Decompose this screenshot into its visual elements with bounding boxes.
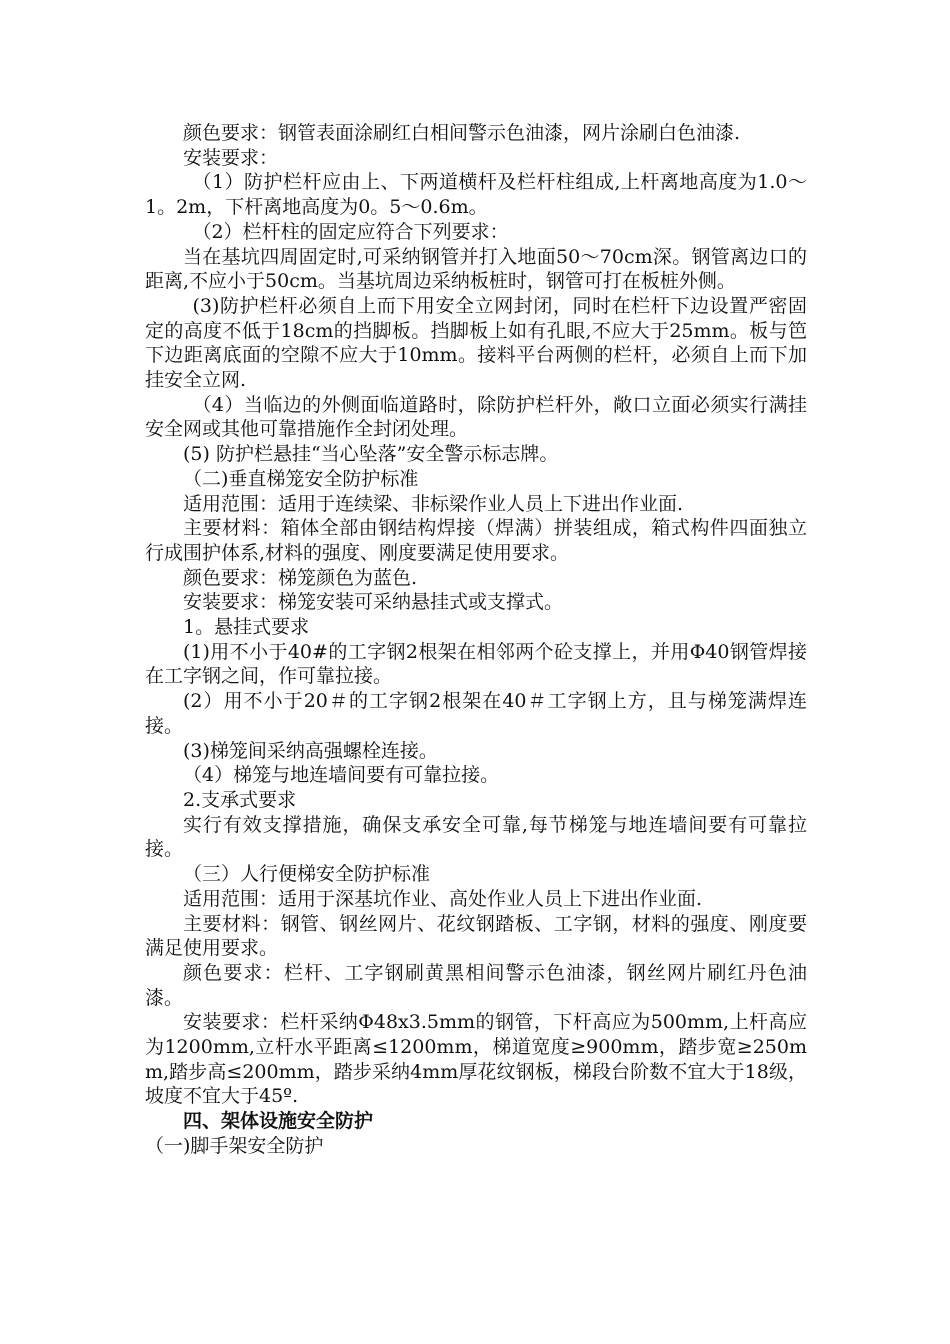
paragraph: (1)用不小于40#的工字钢2根架在相邻两个砼支撑上，并用Φ40钢管焊接在工字钢之间，作可靠拉接。: [145, 640, 807, 688]
paragraph: （2）栏杆柱的固定应符合下列要求：: [192, 220, 509, 243]
paragraph: 安装要求：: [183, 146, 279, 169]
paragraph: （1）防护栏杆应由上、下两道横杆及栏杆柱组成,上杆离地高度为1.0～1。2m，下杆离地高度为0。5～0.6m。: [145, 171, 807, 219]
paragraph: (2）用不小于20＃的工字钢2根架在40＃工字钢上方，且与梯笼满焊连接。: [145, 690, 807, 737]
paragraph: (3)梯笼间采纳高强螺栓连接。: [183, 739, 438, 762]
paragraph: (3)防护栏杆必须自上而下用安全立网封闭，同时在栏杆下边设置严密固定的高度不低于18cm的挡脚板。挡脚板上如有孔眼,不应大于25mm。板与笆下边距离底面的空隙不应大于10mm。接料平台两侧的栏杆，必须自上而下加挂安全立网.: [145, 294, 807, 392]
paragraph: 适用范围：适用于连续梁、非标梁作业人员上下进出作业面.: [183, 492, 684, 515]
paragraph: 实行有效支撑措施，确保支承安全可靠,每节梯笼与地连墙间要有可靠拉接。: [145, 813, 807, 861]
paragraph: (5) 防护栏悬挂“当心坠落”安全警示标志牌。: [183, 443, 559, 466]
paragraph: 主要材料：钢管、钢丝网片、花纹钢踏板、工字钢，材料的强度、刚度要满足使用要求。: [145, 912, 807, 960]
paragraph: 颜色要求：钢管表面涂刷红白相间警示色油漆，网片涂刷白色油漆.: [183, 122, 741, 144]
paragraph: 安装要求：梯笼安装可采纳悬挂式或支撑式。: [183, 591, 564, 614]
paragraph: （三）人行便梯安全防护标准: [183, 863, 431, 886]
document-page: [145, 121, 807, 1159]
paragraph: 颜色要求：栏杆、工字钢刷黄黑相间警示色油漆，钢丝网片刷红丹色油漆。: [145, 961, 807, 1009]
paragraph: 适用范围：适用于深基坑作业、高处作业人员上下进出作业面.: [183, 887, 703, 910]
paragraph: 1。悬挂式要求: [183, 616, 310, 639]
paragraph: 安装要求：栏杆采纳Φ48x3.5mm的钢管，下杆高应为500mm,上杆高应为1200mm,立杆水平距离≤1200mm，梯道宽度≥900mm，踏步宽≥250mm,踏步高≤200mm，踏步采纳4mm厚花纹钢板，梯段台阶数不宜大于18级，坡度不宜大于45º.: [145, 1011, 807, 1108]
section-heading: 四、架体设施安全防护: [183, 1110, 374, 1133]
paragraph: 颜色要求：梯笼颜色为蓝色.: [183, 566, 418, 589]
paragraph: （一)脚手架安全防护: [145, 1134, 324, 1157]
paragraph: 当在基坑四周固定时,可采纳钢管并打入地面50～70cm深。钢管离边口的距离,不应小于50cm。当基坑周边采纳板桩时，钢管可打在板桩外侧。: [145, 245, 807, 293]
paragraph: （4）梯笼与地连墙间要有可靠拉接。: [183, 764, 500, 787]
paragraph: 2.支承式要求: [183, 788, 297, 811]
paragraph: （4）当临边的外侧面临道路时，除防护栏杆外，敞口立面必须实行满挂安全网或其他可靠措施作全封闭处理。: [145, 393, 807, 441]
paragraph: （二)垂直梯笼安全防护标准: [183, 467, 419, 490]
paragraph: 主要材料：箱体全部由钢结构焊接（焊满）拼装组成，箱式构件四面独立行成围护体系,材料的强度、刚度要满足使用要求。: [145, 517, 807, 564]
